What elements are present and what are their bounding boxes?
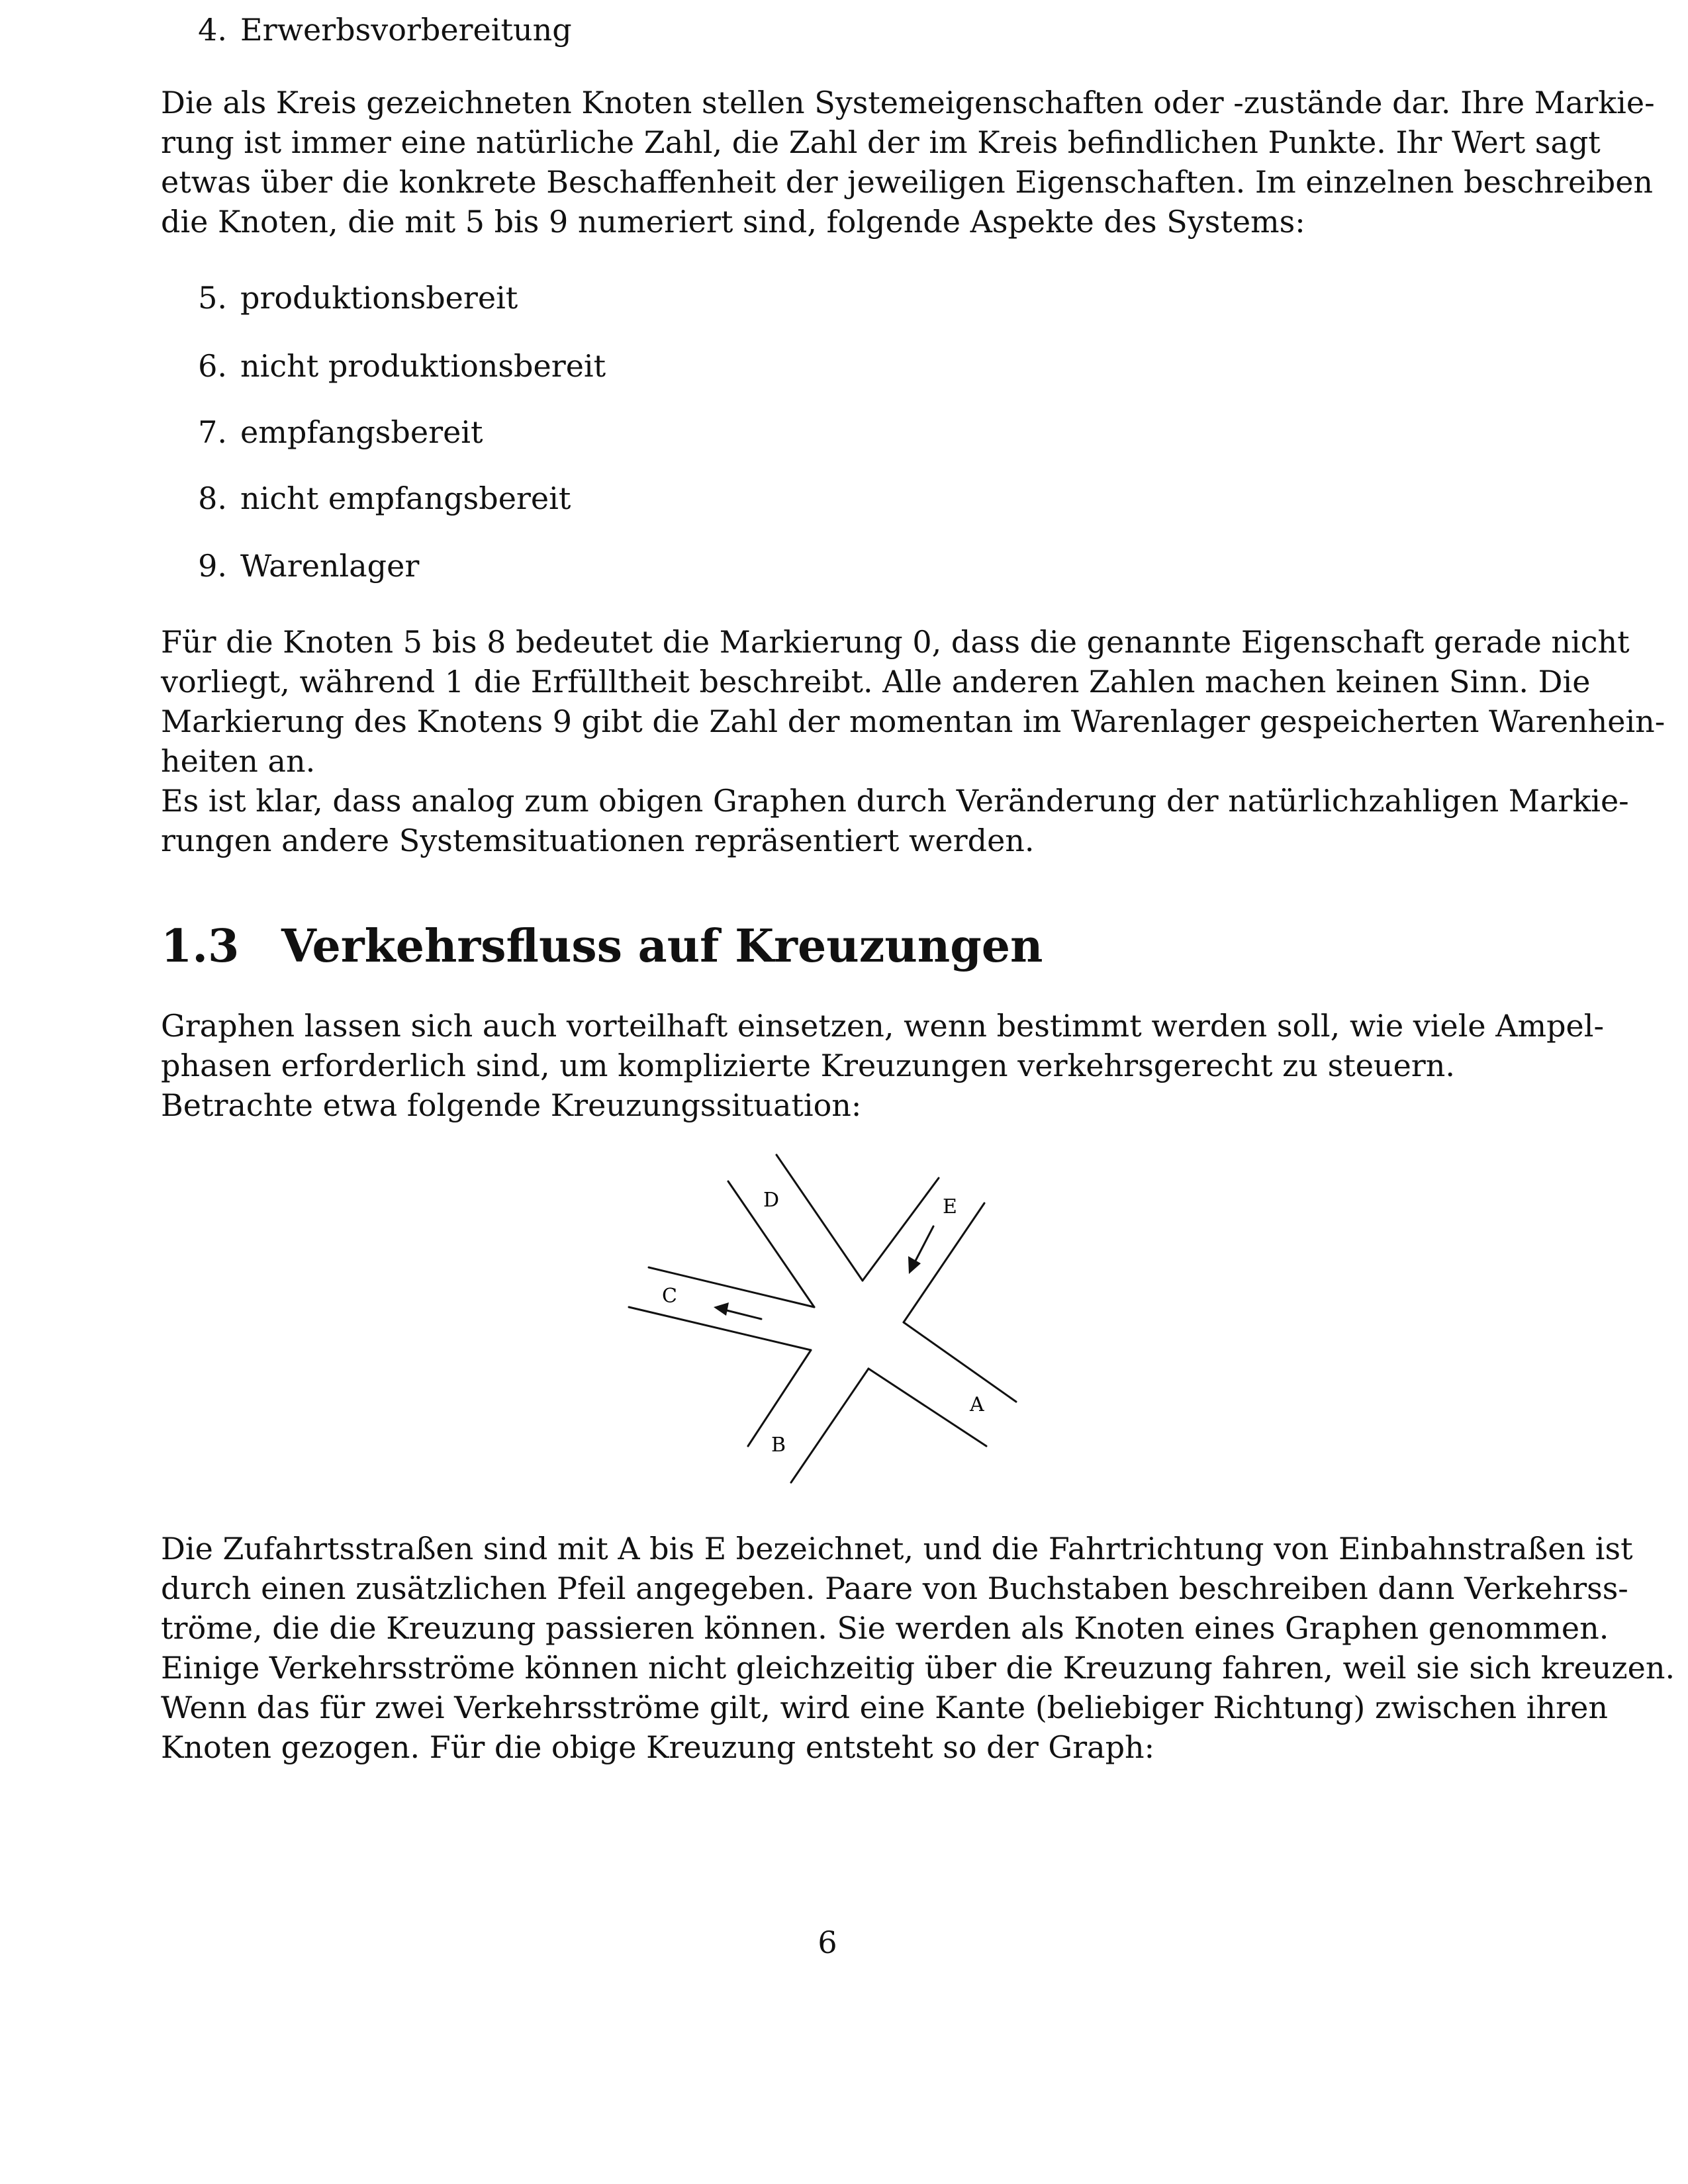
text-line: Für die Knoten 5 bis 8 bedeutet die Markierung 0, dass die genannte Eigenschaft gerade nicht [161,624,1630,660]
text-line: rung ist immer eine natürliche Zahl, die Zahl der im Kreis befindlichen Punkte. Ihr Wert sagt [161,124,1601,160]
road-a-edge-lower [868,1369,986,1446]
text-line: Markierung des Knotens 9 gibt die Zahl der momentan im Warenlager gespeicherten Warenhein- [161,704,1665,739]
arrow-e-head [908,1256,921,1274]
list-number: 5. [198,280,227,316]
text-line: heiten an. [161,743,316,779]
road-e-edge-left [863,1178,939,1281]
arrow-c-head [714,1302,729,1316]
list-item-text: Erwerbsvorbereitung [240,12,572,48]
arrow-c-shaft [727,1310,761,1319]
label-e: E [943,1195,957,1218]
text-line: Die als Kreis gezeichneten Knoten stellen Systemeigenschaften oder -zustände dar. Ihre Markie- [161,85,1655,120]
list-number: 7. [198,414,227,450]
label-b: B [771,1433,786,1457]
text-line: vorliegt, während 1 die Erfülltheit beschreibt. Alle anderen Zahlen machen keinen Sinn. Die [161,664,1591,700]
text-line: Es ist klar, dass analog zum obigen Graphen durch Veränderung der natürlichzahligen Markie- [161,783,1629,819]
list-number: 6. [198,348,227,384]
text-line: Wenn das für zwei Verkehrsströme gilt, wird eine Kante (beliebiger Richtung) zwischen ihren [161,1690,1608,1725]
list-item-text: empfangsbereit [240,414,483,450]
list-item-text: nicht empfangsbereit [240,480,571,516]
road-c-edge-lower [629,1307,811,1350]
list-number: 9. [198,548,227,584]
list-item-text: Warenlager [240,548,420,584]
label-d: D [763,1189,780,1212]
road-d-edge-right [776,1155,863,1281]
text-line: etwas über die konkrete Beschaffenheit der jeweiligen Eigenschaften. Im einzelnen beschreiben [161,164,1654,200]
text-line: Graphen lassen sich auch vorteilhaft einsetzen, wenn bestimmt werden soll, wie viele Ampel- [161,1008,1605,1044]
label-c: C [662,1285,677,1308]
road-a-edge-upper [904,1322,1016,1402]
text-line: durch einen zusätzlichen Pfeil angegeben. Paare von Buchstaben beschreiben dann Verkehrss- [161,1570,1628,1606]
text-line: Einige Verkehrsströme können nicht gleichzeitig über die Kreuzung fahren, weil sie sich kreuzen. [161,1650,1675,1686]
text-line: phasen erforderlich sind, um komplizierte Kreuzungen verkehrsgerecht zu steuern. [161,1048,1456,1083]
list-number: 8. [198,480,227,516]
label-a: A [970,1393,984,1416]
list-number: 4. [198,12,227,48]
text-line: die Knoten, die mit 5 bis 9 numeriert sind, folgende Aspekte des Systems: [161,204,1305,240]
road-b-edge-left [748,1350,811,1446]
text-line: Betrachte etwa folgende Kreuzungssituation: [161,1087,862,1123]
list-item-text: nicht produktionsbereit [240,348,606,384]
section-number: 1.3 [161,920,240,973]
road-b-edge-right [791,1369,868,1482]
section-title: Verkehrsfluss auf Kreuzungen [281,920,1043,973]
text-line: Die Zufahrtsstraßen sind mit A bis E bezeichnet, und die Fahrtrichtung von Einbahnstraßen ist [161,1531,1633,1567]
text-line: tröme, die die Kreuzung passieren können. Sie werden als Knoten eines Graphen genommen. [161,1610,1609,1646]
page-number: 6 [818,1925,837,1960]
arrow-e-shaft [915,1226,933,1261]
list-item-text: produktionsbereit [240,280,518,316]
text-line: Knoten gezogen. Für die obige Kreuzung entsteht so der Graph: [161,1729,1155,1765]
text-line: rungen andere Systemsituationen repräsentiert werden. [161,823,1035,858]
